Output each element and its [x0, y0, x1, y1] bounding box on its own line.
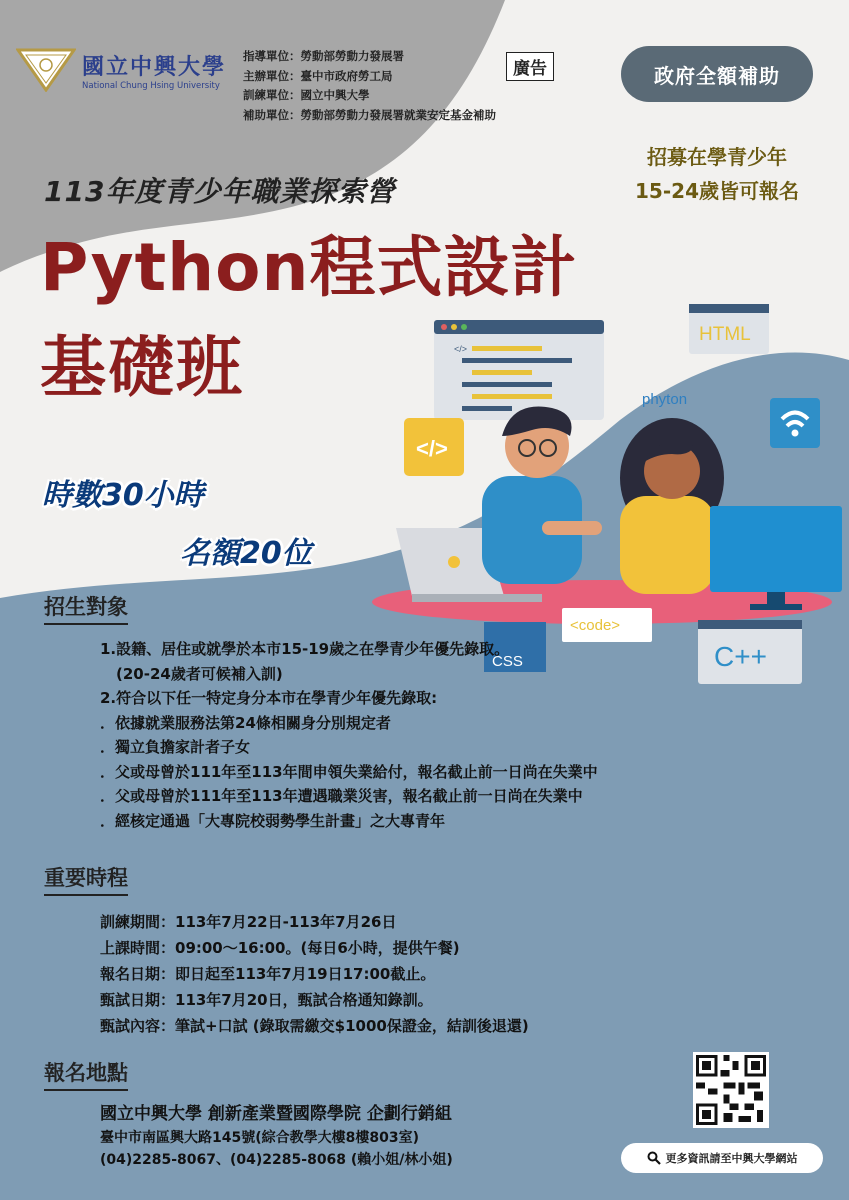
location-heading: 報名地點	[44, 1057, 128, 1091]
ad-label: 廣告	[506, 52, 554, 81]
schedule-heading: 重要時程	[44, 862, 128, 896]
location-name: 國立中興大學 創新產業暨國際學院 企劃行銷組	[100, 1104, 452, 1124]
camp-title: 113年度青少年職業探索營	[44, 175, 396, 208]
coding-illustration	[372, 296, 842, 696]
unit-line: 指導單位：勞動部勞動力發展署	[243, 49, 404, 63]
list-item: (20-24歲者可候補入訓)	[116, 664, 283, 683]
main-title-line-2: 基礎班	[40, 329, 244, 406]
list-item: 上課時間：09:00～16:00。(每日6小時，提供午餐)	[100, 939, 460, 957]
more-info-button[interactable]	[621, 1143, 823, 1173]
targets-heading: 招生對象	[44, 591, 128, 625]
location-info	[100, 1101, 453, 1171]
list-item: 2.符合以下任一特定身分本市在學青少年優先錄取:	[100, 689, 438, 707]
recruit-line: 招募在學青少年	[647, 145, 787, 169]
schedule-list	[100, 909, 529, 1039]
list-item: 1.設籍、居住或就學於本市15-19歲之在學青少年優先錄取。	[100, 640, 510, 658]
list-item: ．父或母曾於111年至113年間申領失業給付，報名截止前一日尚在失業中	[100, 762, 598, 781]
girl-character	[620, 418, 724, 594]
list-item: 報名日期：即日起至113年7月19日17:00截止。	[100, 965, 436, 983]
cpp-label: C++	[714, 641, 767, 672]
search-icon	[647, 1151, 661, 1165]
subsidy-badge: 政府全額補助	[621, 46, 813, 102]
hours-badge: 時數30小時	[42, 478, 204, 513]
targets-list	[100, 637, 598, 833]
code-small-label: </>	[454, 344, 468, 354]
code-window-icon	[434, 320, 604, 420]
phyton-label: phyton	[642, 391, 688, 408]
css-label: CSS	[492, 653, 523, 670]
html-card-icon	[689, 304, 769, 354]
code-tag-label: </>	[416, 436, 448, 461]
university-name-zh: 國立中興大學	[82, 53, 227, 80]
unit-line: 訓練單位：國立中興大學	[243, 88, 370, 102]
location-address: 臺中市南區興大路145號(綜合教學大樓8樓803室)	[100, 1130, 419, 1146]
cpp-card-icon	[698, 620, 802, 684]
code-label: <code>	[570, 617, 621, 634]
code-tag-icon	[404, 418, 464, 476]
list-item: ．獨立負擔家計者子女	[100, 738, 251, 756]
recruit-line: 15-24歲皆可報名	[635, 179, 799, 203]
wifi-icon	[770, 398, 820, 448]
quota-badge: 名額20位	[180, 536, 312, 571]
list-item: ．依據就業服務法第24條相關身分別規定者	[100, 713, 391, 732]
unit-line: 主辦單位：臺中市政府勞工局	[243, 68, 393, 83]
more-info-label: 更多資訊請至中興大學網站	[665, 1152, 798, 1165]
university-name-en: National Chung Hsing University	[82, 80, 220, 91]
university-seal-icon	[16, 48, 76, 92]
location-phone: (04)2285-8067、(04)2285-8068 (賴小姐/林小姐)	[100, 1152, 453, 1168]
list-item: ．父或母曾於111年至113年遭遇職業災害，報名截止前一日尚在失業中	[100, 787, 583, 805]
list-item: 甄試日期：113年7月20日，甄試合格通知錄訓。	[100, 991, 433, 1009]
list-item: 甄試內容：筆試+口試 (錄取需繳交$1000保證金，結訓後退還)	[100, 1017, 529, 1035]
recruit-notice	[612, 140, 822, 208]
boy-character	[482, 407, 602, 584]
university-logo	[16, 48, 226, 92]
html-label: HTML	[699, 324, 751, 345]
qr-code-icon[interactable]	[693, 1052, 769, 1128]
organizer-units	[243, 47, 496, 125]
list-item: 訓練期間：113年7月22日-113年7月26日	[100, 913, 397, 931]
unit-line: 補助單位：勞動部勞動力發展署就業安定基金補助	[243, 107, 496, 122]
main-title-line-1: Python程式設計	[40, 229, 578, 306]
list-item: ．經核定通過「大專院校弱勢學生計畫」之大專青年	[100, 811, 446, 830]
